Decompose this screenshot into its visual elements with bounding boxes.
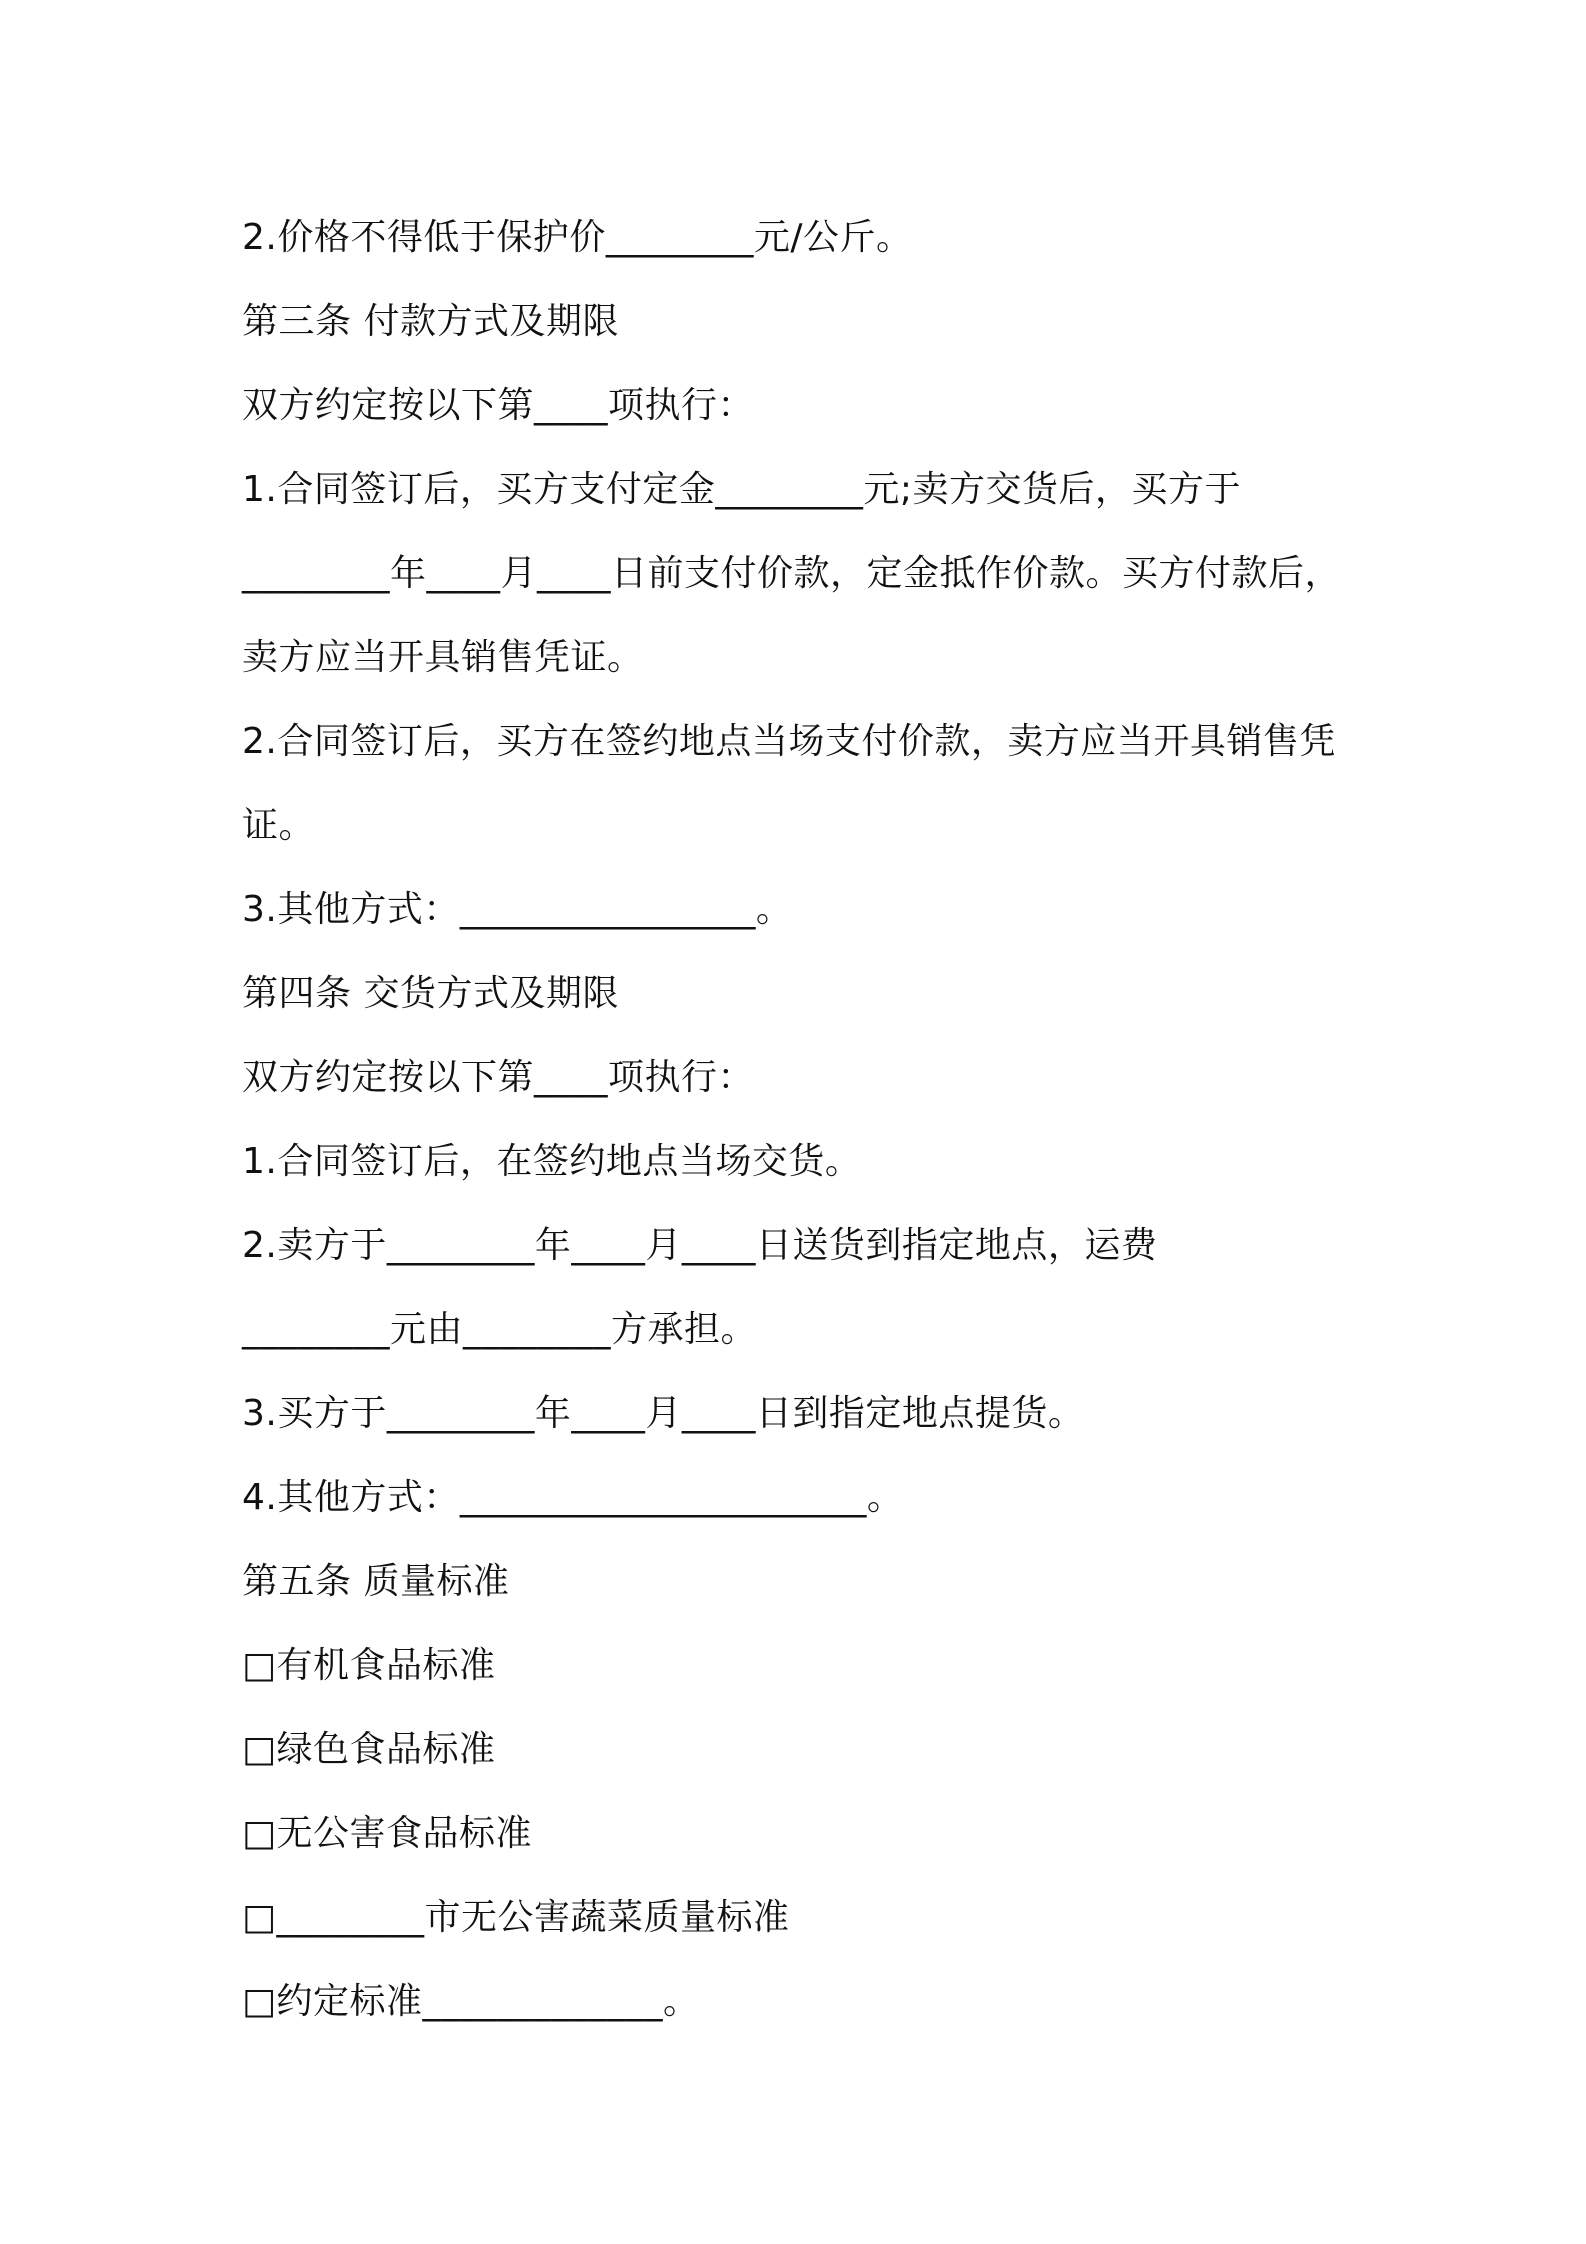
- text-line: 证。: [242, 805, 316, 846]
- text-line: 双方约定按以下第____项执行：: [242, 1057, 755, 1098]
- text-line: 2.合同签订后，买方在签约地点当场支付价款，卖方应当开具销售凭: [242, 721, 1336, 762]
- section-heading: 第四条 交货方式及期限: [242, 973, 619, 1014]
- section-heading: 第五条 质量标准: [242, 1561, 510, 1602]
- section-heading: 第三条 付款方式及期限: [242, 301, 619, 342]
- checkbox-option: □无公害食品标准: [242, 1813, 533, 1854]
- text-line: 1.合同签订后，买方支付定金________元;卖方交货后，买方于: [242, 469, 1241, 510]
- document-body: [242, 196, 1372, 2044]
- checkbox-option: □绿色食品标准: [242, 1729, 496, 1770]
- checkbox-option: □________市无公害蔬菜质量标准: [242, 1897, 790, 1938]
- text-line: 卖方应当开具销售凭证。: [242, 637, 644, 678]
- text-line: 2.卖方于________年____月____日送货到指定地点，运费: [242, 1225, 1158, 1266]
- checkbox-option: □约定标准_____________。: [242, 1981, 700, 2022]
- text-line: 2.价格不得低于保护价________元/公斤。: [242, 217, 913, 258]
- text-line: ________年____月____日前支付价款，定金抵作价款。买方付款后，: [242, 553, 1342, 594]
- text-line: 1.合同签订后，在签约地点当场交货。: [242, 1141, 862, 1182]
- text-line: 双方约定按以下第____项执行：: [242, 385, 755, 426]
- text-line: 3.买方于________年____月____日到指定地点提货。: [242, 1393, 1085, 1434]
- text-line: 4.其他方式：______________________。: [242, 1477, 904, 1518]
- text-line: ________元由________方承担。: [242, 1309, 758, 1350]
- checkbox-option: □有机食品标准: [242, 1645, 496, 1686]
- text-line: 3.其他方式：________________。: [242, 889, 793, 930]
